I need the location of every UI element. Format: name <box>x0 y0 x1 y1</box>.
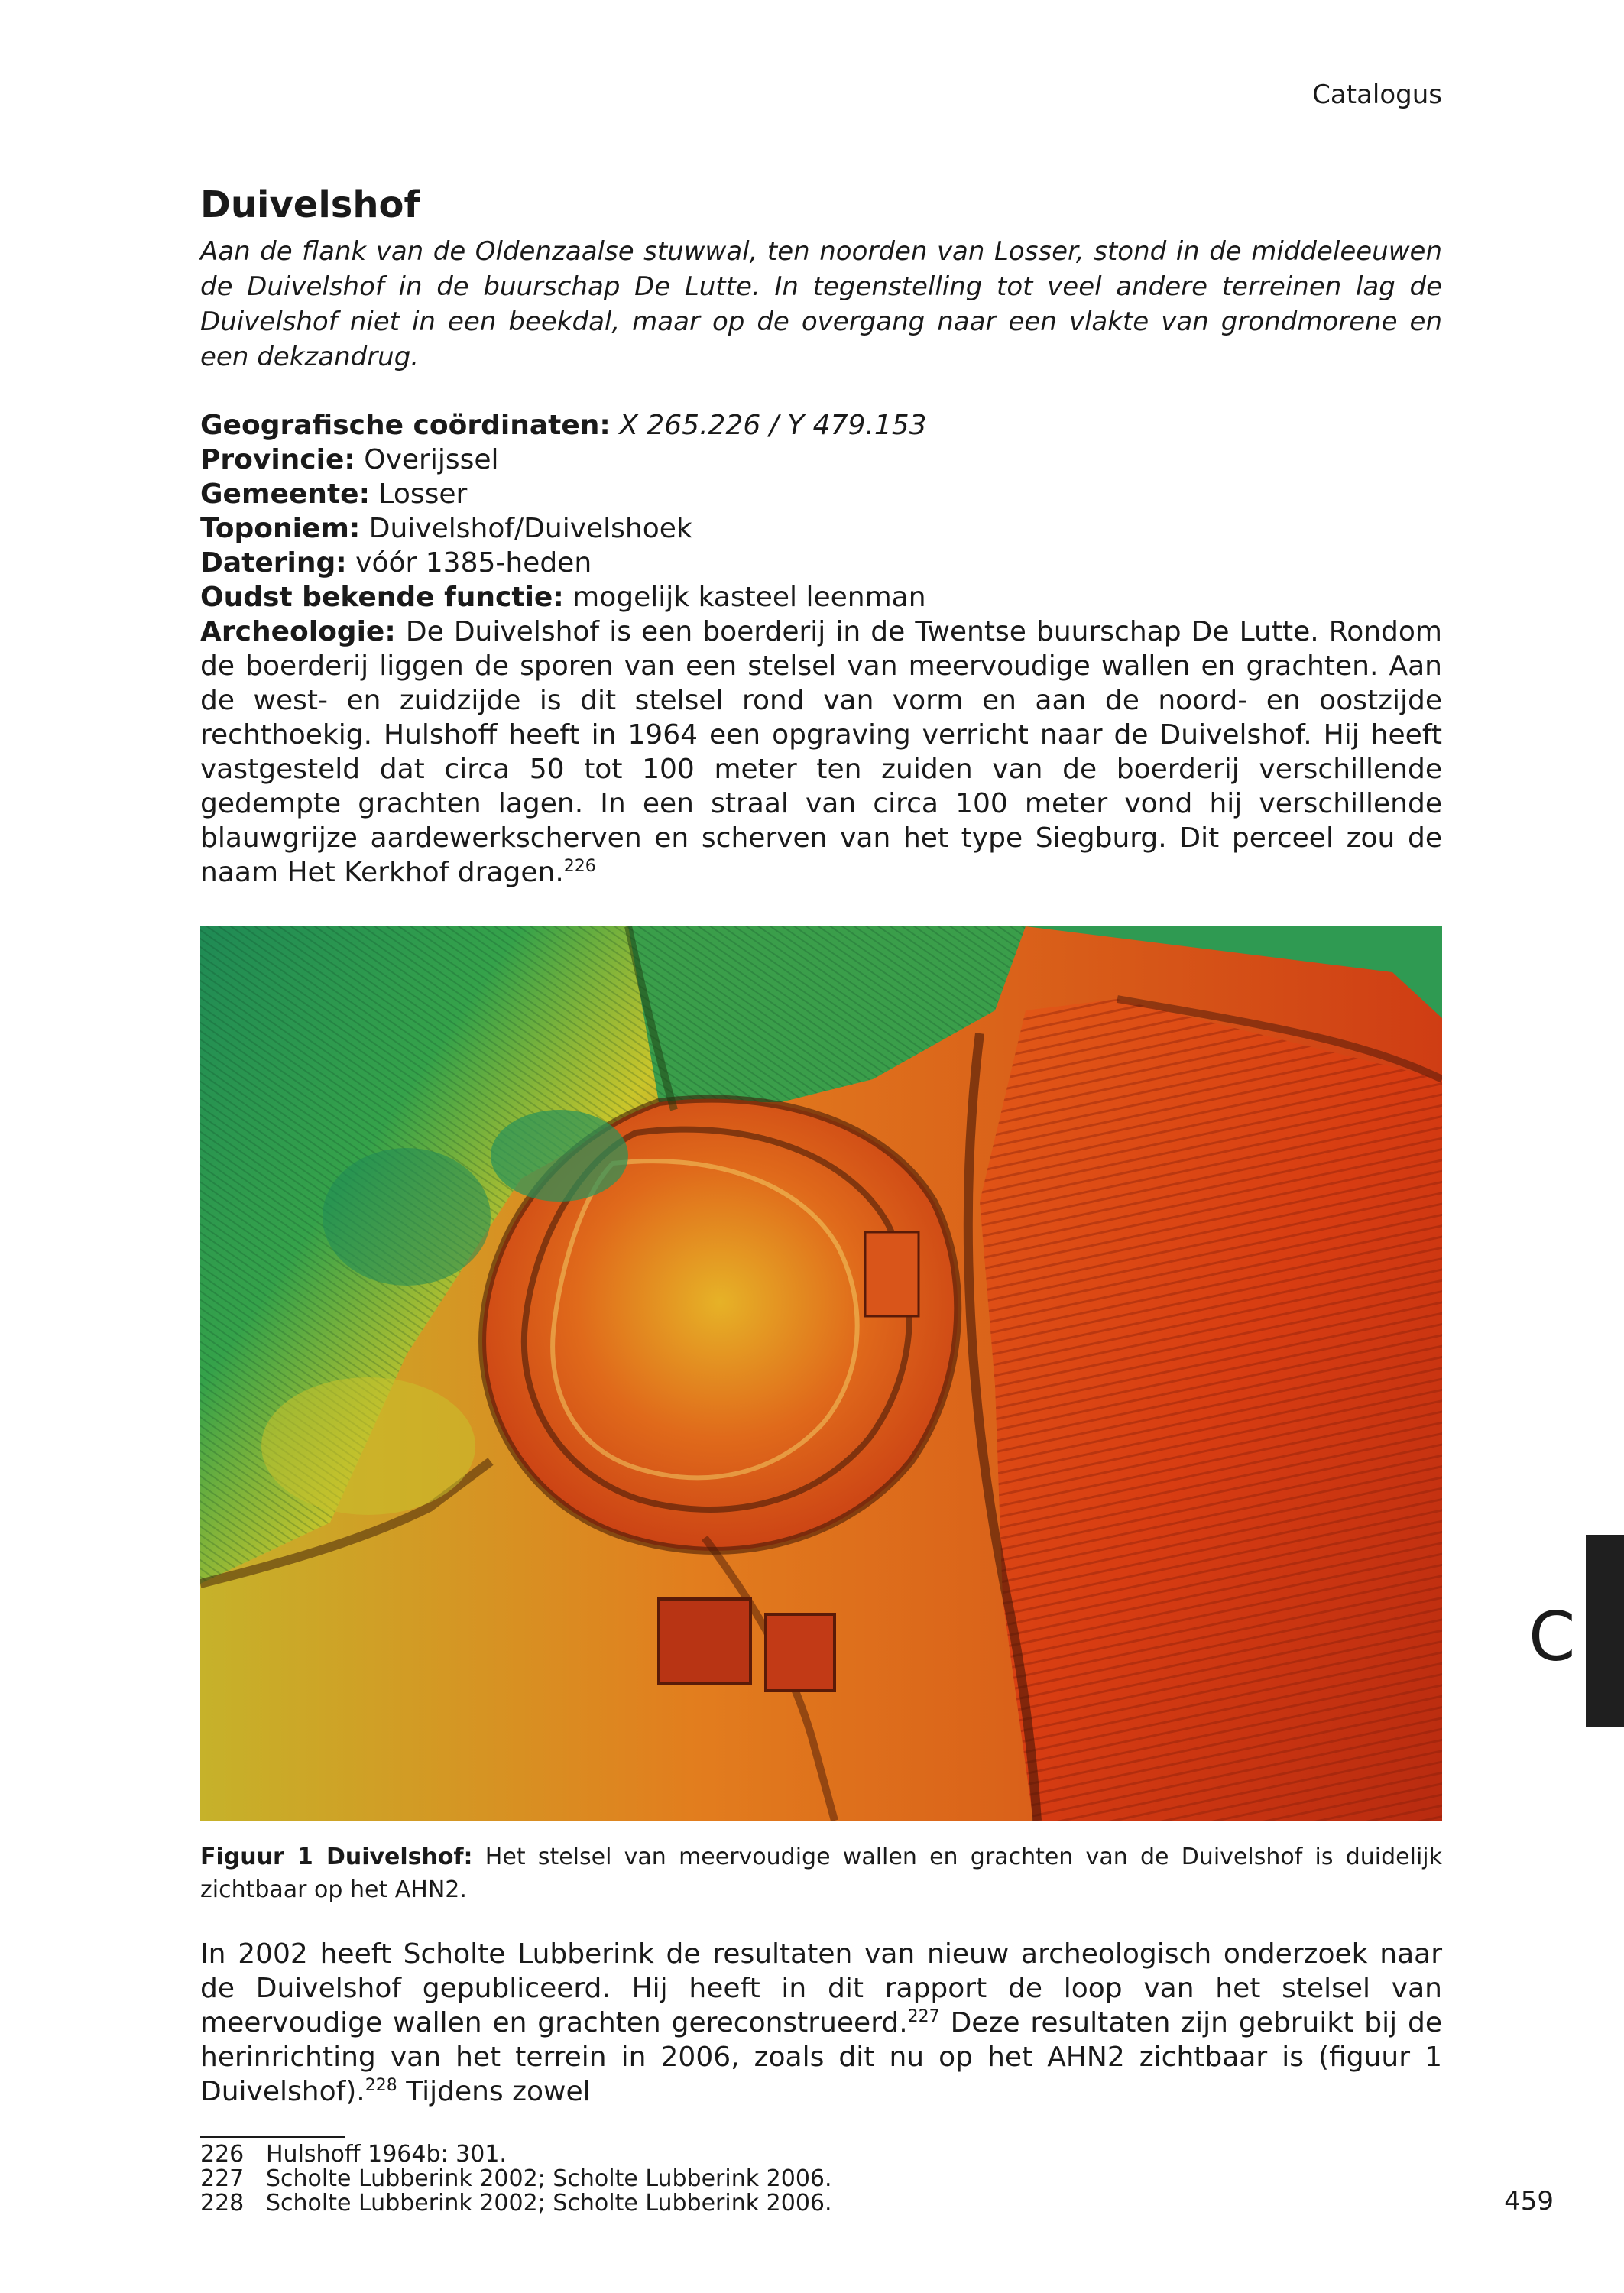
body-text-3: Tijdens zowel <box>397 2075 591 2107</box>
caption-label: Figuur 1 Duivelshof: <box>200 1843 473 1870</box>
figure-caption <box>200 1841 1442 1906</box>
gemeente-label: Gemeente: <box>200 478 370 510</box>
footnote-number: 228 <box>200 2189 245 2217</box>
footnote-number: 227 <box>200 2165 245 2192</box>
field-datering <box>200 546 1442 580</box>
thumb-index-letter: C <box>1528 1597 1576 1676</box>
datering-label: Datering: <box>200 546 347 579</box>
footnote-text: Scholte Lubberink 2002; Scholte Lubberink 2006. <box>266 2165 832 2192</box>
coords-label: Geografische coördinaten: <box>200 409 611 441</box>
footnote-number: 226 <box>200 2140 245 2168</box>
provincie-label: Provincie: <box>200 443 355 475</box>
archeologie-label: Archeologie: <box>200 615 396 647</box>
provincie-value: Overijssel <box>364 443 499 475</box>
footnote-text: Hulshoff 1964b: 301. <box>266 2140 507 2168</box>
entry-fields <box>200 408 1442 890</box>
footnote-rule <box>200 2136 345 2138</box>
footnote-ref-228[interactable]: 228 <box>365 2075 397 2095</box>
functie-label: Oudst bekende functie: <box>200 581 564 613</box>
field-functie <box>200 580 1442 615</box>
toponiem-value: Duivelshof/Duivelshoek <box>368 512 692 544</box>
thumb-index-tab <box>1586 1535 1624 1727</box>
archeologie-value: De Duivelshof is een boerderij in de Twentse buurschap De Lutte. Rondom de boerderij liggen de sporen van een stelsel van meervoudige wallen en grachten. Aan de west- en zuidzijde is dit stelsel rond van vorm en aan de noord- en oostzijde rechthoekig. Hulshoff heeft in 1964 een opgraving verricht naar de Duivelshof. Hij heeft vastgesteld dat circa 50 tot 100 meter ten zuiden van de boerderij verschillende gedempte grachten lagen. In een straal van circa 100 meter vond hij verschillende blauwgrijze aardewerkscherven en scherven van het type Siegburg. Dit perceel zou de naam Het Kerkhof dragen. <box>200 615 1442 888</box>
running-header: Catalogus <box>1312 79 1442 110</box>
body-paragraph <box>200 1937 1442 2109</box>
gemeente-value: Losser <box>378 478 468 510</box>
coords-value: X 265.226 / Y 479.153 <box>619 409 927 441</box>
entry-title: Duivelshof <box>200 183 420 226</box>
datering-value: vóór 1385-heden <box>355 546 592 579</box>
body-text-1: In 2002 heeft Scholte Lubberink de resultaten van nieuw archeologisch onderzoek naar de Duivelshof gepubliceerd. Hij heeft in dit rapport de loop van het stelsel van meervoudige wallen en grachten gereconstrueerd. <box>200 1938 1442 2038</box>
field-coordinates <box>200 408 1442 443</box>
ahn2-elevation-map <box>200 926 1442 1821</box>
functie-value: mogelijk kasteel leenman <box>572 581 926 613</box>
footnote-227 <box>200 2167 1442 2191</box>
field-gemeente <box>200 477 1442 511</box>
footnote-text: Scholte Lubberink 2002; Scholte Lubberink 2006. <box>266 2189 832 2217</box>
field-archeologie <box>200 615 1442 890</box>
field-toponiem <box>200 511 1442 546</box>
footnotes <box>200 2142 1442 2216</box>
page-number: 459 <box>1504 2186 1554 2217</box>
field-provincie <box>200 443 1442 477</box>
page-content <box>200 183 1442 2216</box>
entry-intro: Aan de flank van de Oldenzaalse stuwwal, ten noorden van Losser, stond in de middeleeuwen de Duivelshof in de buurschap De Lutte. In tegenstelling tot veel andere terreinen lag de Duivelshof niet in een beekdal, maar op de overgang naar een vlakte van grondmorene en een dekzandrug. <box>200 235 1442 372</box>
footnote-226 <box>200 2142 1442 2167</box>
caption-text: Het stelsel van meervoudige wallen en grachten van de Duivelshof is duidelijk zichtbaar op het AHN2. <box>200 1843 1442 1903</box>
footnote-ref-227[interactable]: 227 <box>907 2006 940 2026</box>
toponiem-label: Toponiem: <box>200 512 361 544</box>
footnote-228 <box>200 2191 1442 2216</box>
body-text-2: Deze resultaten zijn gebruikt bij de herinrichting van het terrein in 2006, zoals dit nu op het AHN2 zichtbaar is (figuur 1 Duivelshof). <box>200 2006 1442 2107</box>
footnote-ref-226[interactable]: 226 <box>563 856 596 876</box>
